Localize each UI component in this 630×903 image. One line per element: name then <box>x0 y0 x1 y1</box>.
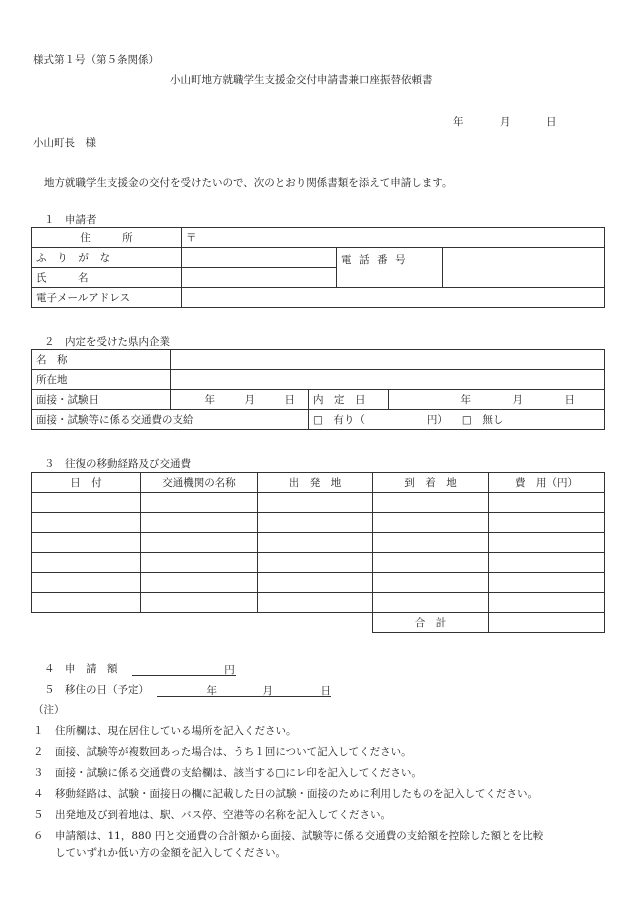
offer-date-label: 内 定 日 <box>309 390 389 410</box>
interview-date-label: 面接・試験日 <box>32 390 171 410</box>
cell[interactable] <box>489 593 605 613</box>
name-label: 氏 名 <box>32 268 182 288</box>
yen-close: 円） <box>426 414 448 426</box>
company-table <box>31 349 605 430</box>
col-date: 日 付 <box>32 473 141 493</box>
email-label: 電子メールアドレス <box>32 288 182 308</box>
cell[interactable] <box>32 513 141 533</box>
offer-year: 年 <box>460 394 471 406</box>
furigana-field[interactable] <box>182 248 337 268</box>
cell[interactable] <box>258 573 373 593</box>
address-label: 住 所 <box>32 228 182 248</box>
table-row <box>32 513 605 533</box>
no-checkbox[interactable]: □ 無し <box>461 414 504 426</box>
note-item: ６ 申請額は、11，880 円と交通費の合計額から面接、試験等に係る交通費の支給額を控除した額とを比較 <box>33 830 544 842</box>
addressee: 小山町長 様 <box>33 137 96 149</box>
move-date-year[interactable]: 年 <box>157 683 217 697</box>
cell[interactable] <box>373 493 489 513</box>
interview-day: 日 <box>284 394 295 406</box>
cell[interactable] <box>489 493 605 513</box>
table-row <box>32 533 605 553</box>
move-date-label: ５ 移住の日（予定） <box>44 684 149 696</box>
move-date-row <box>44 682 331 697</box>
cell[interactable] <box>141 573 258 593</box>
company-location-field[interactable] <box>171 370 605 390</box>
cell[interactable] <box>32 533 141 553</box>
note-item: ２ 面接、試験等が複数回あった場合は、うち１回について記入してください。 <box>33 746 412 758</box>
cell[interactable] <box>32 593 141 613</box>
address-field[interactable] <box>182 228 605 248</box>
transport-field[interactable] <box>309 410 605 430</box>
table-row <box>32 553 605 573</box>
apply-amount-field[interactable] <box>132 662 224 676</box>
interview-year: 年 <box>204 394 215 406</box>
cell[interactable] <box>258 493 373 513</box>
cell[interactable] <box>258 513 373 533</box>
cell[interactable] <box>141 493 258 513</box>
intro-text: 地方就職学生支援金の交付を受けたいので、次のとおり関係書類を添えて申請します。 <box>44 177 453 189</box>
phone-label: 電 話 番 号 <box>337 248 443 288</box>
cell[interactable] <box>141 513 258 533</box>
cell[interactable] <box>141 533 258 553</box>
cell[interactable] <box>373 593 489 613</box>
cell[interactable] <box>258 593 373 613</box>
apply-amount-label: ４ 申 請 額 <box>44 663 118 675</box>
company-location-label: 所在地 <box>32 370 171 390</box>
cell[interactable] <box>32 553 141 573</box>
offer-month: 月 <box>512 394 523 406</box>
note-item-continuation: していずれか低い方の金額を記入してください。 <box>55 847 286 859</box>
company-name-label: 名 称 <box>32 350 171 370</box>
note-item: ５ 出発地及び到着地は、駅、バス停、空港等の名称を記入してください。 <box>33 809 391 821</box>
cell[interactable] <box>489 513 605 533</box>
col-cost: 費 用（円） <box>489 473 605 493</box>
offer-date-field[interactable] <box>389 390 605 410</box>
cell[interactable] <box>373 553 489 573</box>
table-row <box>32 573 605 593</box>
cell[interactable] <box>489 573 605 593</box>
interview-month: 月 <box>244 394 255 406</box>
total-value[interactable] <box>489 613 605 633</box>
interview-date-field[interactable] <box>171 390 309 410</box>
apply-amount-row <box>44 661 236 676</box>
move-date-month[interactable]: 月 <box>217 683 273 697</box>
cell[interactable] <box>489 553 605 573</box>
col-departure: 出 発 地 <box>258 473 373 493</box>
email-field[interactable] <box>182 288 605 308</box>
cell[interactable] <box>141 553 258 573</box>
table-row <box>32 493 605 513</box>
offer-day: 日 <box>564 394 575 406</box>
date-month-label: 月 <box>500 116 511 128</box>
furigana-label: ふ り が な <box>32 248 182 268</box>
section3-heading: ３ 往復の移動経路及び交通費 <box>44 458 191 470</box>
note-item: ４ 移動経路は、試験・面接日の欄に記載した日の試験・面接のために利用したものを記入してください。 <box>33 788 538 800</box>
cell[interactable] <box>489 533 605 553</box>
postal-mark: 〒 <box>186 232 197 244</box>
document-title: 小山町地方就職学生支援金交付申請書兼口座振替依頼書 <box>170 74 433 86</box>
note-item: ３ 面接・試験に係る交通費の支給欄は、該当する□にレ印を記入してください。 <box>33 767 422 779</box>
table-row <box>32 593 605 613</box>
name-field[interactable] <box>182 268 337 288</box>
cell[interactable] <box>373 573 489 593</box>
cell[interactable] <box>141 593 258 613</box>
applicant-table <box>31 227 605 308</box>
cell[interactable] <box>258 553 373 573</box>
form-number: 様式第１号（第５条関係） <box>33 54 159 66</box>
move-date-day[interactable]: 日 <box>273 683 331 697</box>
notes-heading: （注） <box>33 704 65 716</box>
route-header-row <box>32 473 605 493</box>
cell[interactable] <box>373 513 489 533</box>
apply-amount-unit: 円 <box>224 664 235 676</box>
section1-heading: １ 申請者 <box>44 214 97 226</box>
total-spacer <box>32 613 373 633</box>
cell[interactable] <box>32 493 141 513</box>
yes-checkbox[interactable]: □ 有り（ <box>313 414 365 426</box>
section2-heading: ２ 内定を受けた県内企業 <box>44 336 170 348</box>
col-transport: 交通機関の名称 <box>141 473 258 493</box>
route-table <box>31 472 605 633</box>
company-name-field[interactable] <box>171 350 605 370</box>
note-item: １ 住所欄は、現在居住している場所を記入ください。 <box>33 725 297 737</box>
cell[interactable] <box>373 533 489 553</box>
date-day-label: 日 <box>546 116 557 128</box>
total-row <box>32 613 605 633</box>
cell[interactable] <box>258 533 373 553</box>
col-arrival: 到 着 地 <box>373 473 489 493</box>
transport-label: 面接・試験等に係る交通費の支給 <box>32 410 309 430</box>
total-label: 合 計 <box>373 613 489 633</box>
cell[interactable] <box>32 573 141 593</box>
date-year-label: 年 <box>453 116 464 128</box>
phone-field[interactable] <box>443 248 605 288</box>
